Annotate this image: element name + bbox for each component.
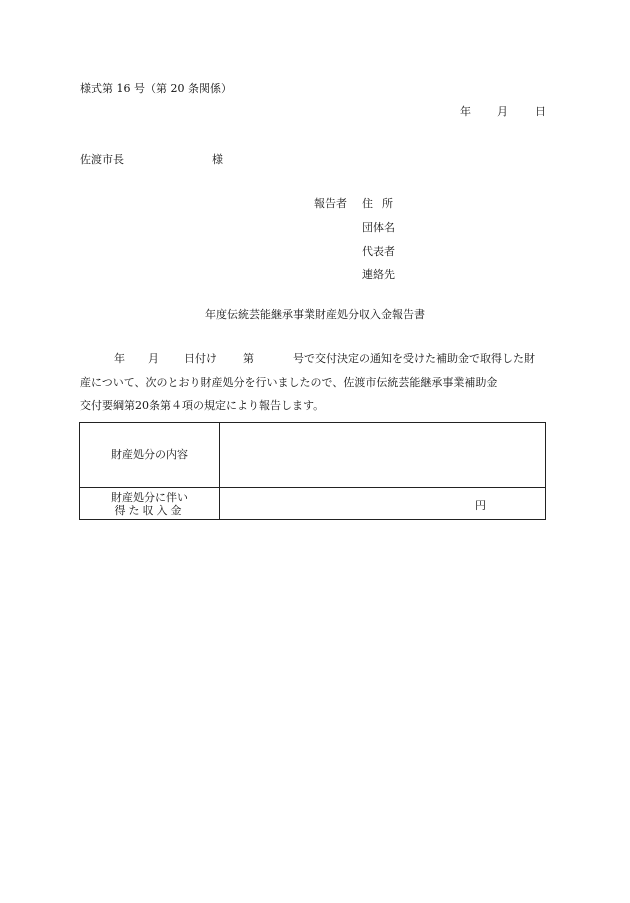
yen-unit: 円 [475, 499, 486, 512]
body-line-1-text: 号で交付決定の通知を受けた補助金で取得した財 [293, 352, 535, 365]
proceeds-label-line-1: 財産処分に伴い [111, 490, 188, 504]
body-number-prefix: 第 [243, 352, 254, 365]
date-line [455, 105, 550, 119]
reporter-label: 報告者 [314, 197, 347, 210]
body-line-3: 交付要綱第20条第４項の規定により報告します。 [80, 399, 325, 412]
document-title: 年度伝統芸能継承事業財産処分収入金報告書 [205, 308, 425, 321]
reporter-organization-label: 団体名 [362, 221, 395, 234]
addressee-name: 佐渡市長 [80, 153, 124, 166]
body-line-1 [80, 352, 550, 366]
table-row-disposal-content [80, 423, 546, 488]
body-dated-label: 日付け [184, 352, 217, 365]
proceeds-label [80, 488, 220, 520]
table-row-proceeds [80, 488, 546, 520]
proceeds-amount-field[interactable] [220, 488, 546, 520]
form-number: 様式第 16 号（第 20 条関係） [80, 82, 232, 95]
date-year-label: 年 [460, 105, 471, 118]
body-month-label: 月 [148, 352, 159, 365]
reporter-representative-label: 代表者 [362, 245, 395, 258]
disposal-content-field[interactable] [220, 423, 546, 488]
addressee-honorific: 様 [212, 153, 223, 166]
disposal-content-label: 財産処分の内容 [80, 423, 220, 488]
proceeds-label-line-2: 得た収入金 [114, 503, 185, 517]
date-day-label: 日 [535, 105, 546, 118]
reporter-address-label: 住所 [362, 197, 402, 210]
date-month-label: 月 [497, 105, 508, 118]
body-line-2: 産について、次のとおり財産処分を行いましたので、佐渡市伝統芸能継承事業補助金 [80, 376, 498, 389]
report-table [79, 422, 546, 520]
body-year-label: 年 [114, 352, 125, 365]
reporter-contact-label: 連絡先 [362, 268, 395, 281]
